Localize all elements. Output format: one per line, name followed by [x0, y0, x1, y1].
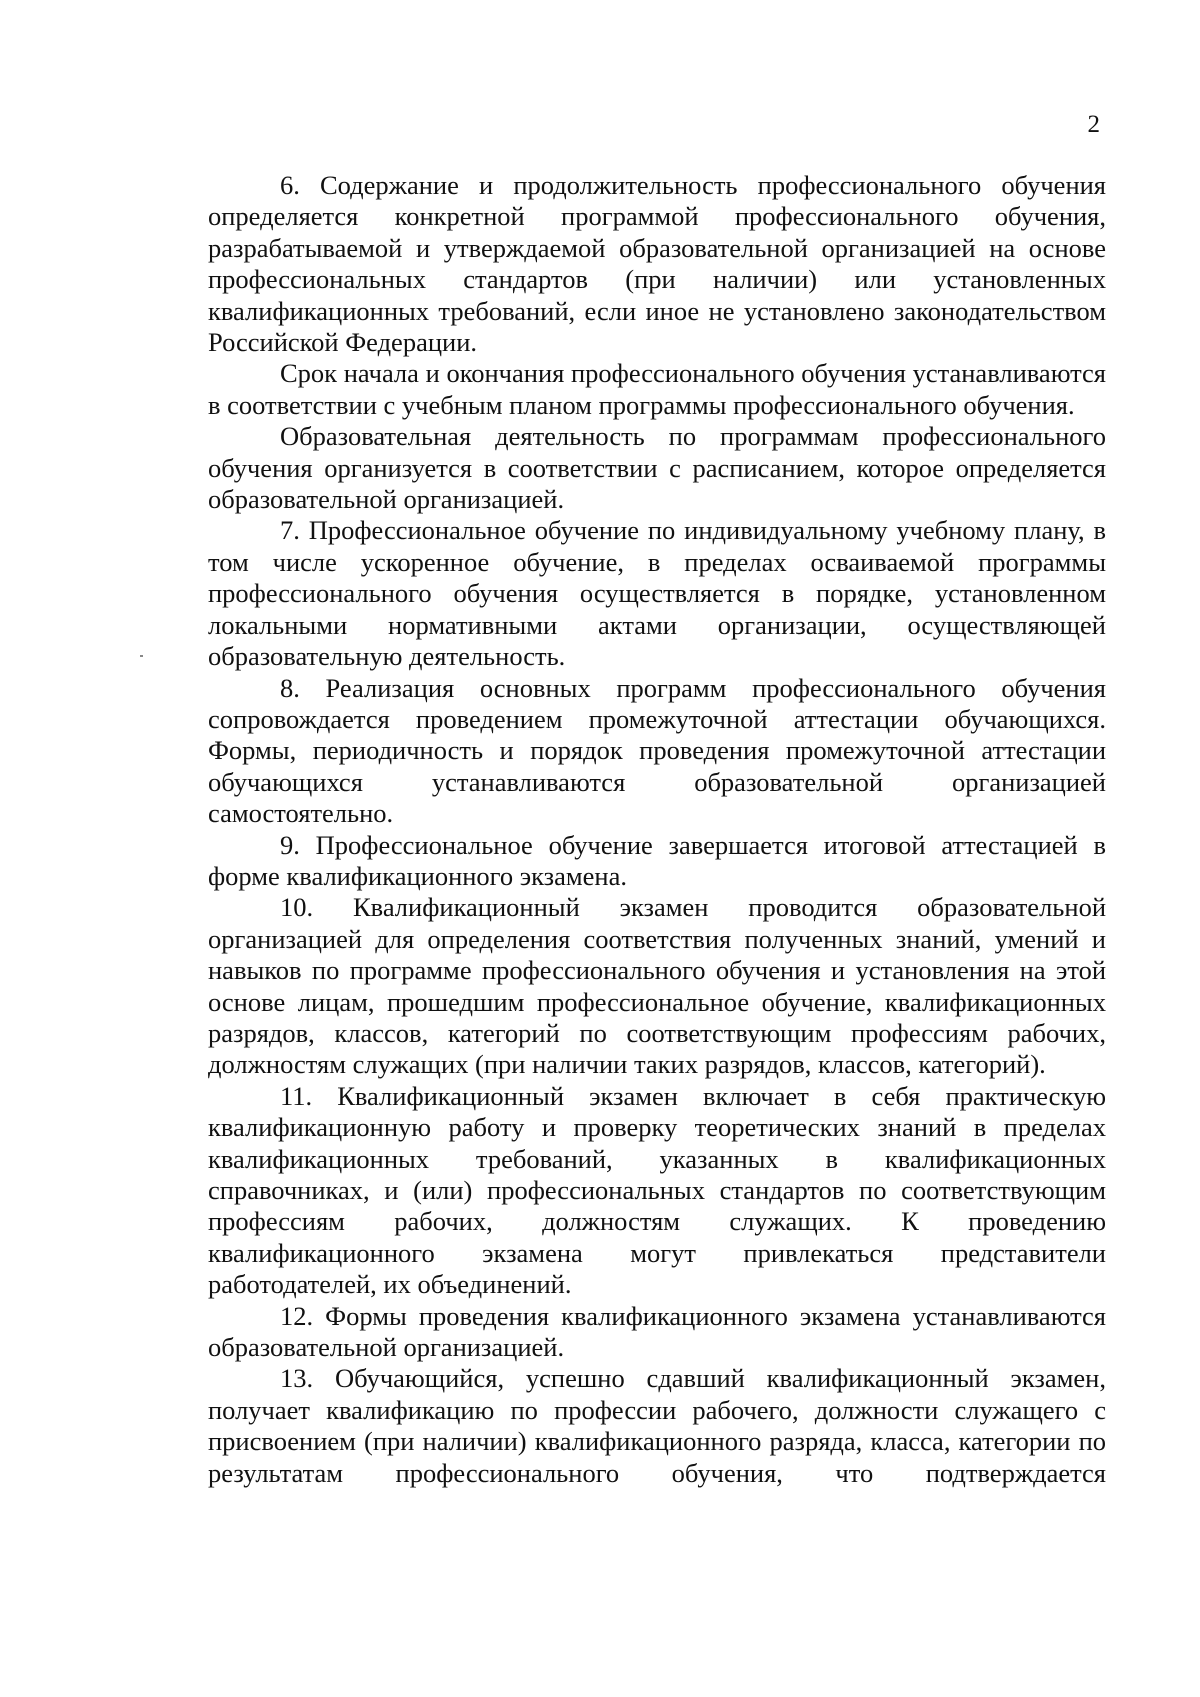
page-number: 2 — [1087, 111, 1100, 138]
paragraph-13: 13. Обучающийся, успешно сдавший квалификационный экзамен, получает квалификацию по профессии рабочего, должности служащего с присвоением (при наличии) квалификационного разряда, класса, категории по результатам профессионального обучения, что подтверждается — [208, 1363, 1106, 1488]
paragraph-6: 6. Содержание и продолжительность профессионального обучения определяется конкретной программой профессионального обучения, разрабатываемой и утверждаемой образовательной организацией на основе профессиональных стандартов (при наличии) или установленных квалификационных требований, если иное не установлено законодательством Российской Федерации. — [208, 170, 1106, 358]
document-body — [208, 170, 1106, 1489]
paragraph-6-schedule: Образовательная деятельность по программам профессионального обучения организуется в соответствии с расписанием, которое определяется образовательной организацией. — [208, 421, 1106, 515]
paragraph-11: 11. Квалификационный экзамен включает в себя практическую квалификационную работу и проверку теоретических знаний в пределах квалификационных требований, указанных в квалификационных справочниках, и (или) профессиональных стандартов по соответствующим профессиям рабочих, должностям служащих. К проведению квалификационного экзамена могут привлекаться представители работодателей, их объединений. — [208, 1080, 1106, 1300]
paragraph-6-term: Срок начала и окончания профессионального обучения устанавливаются в соответствии с учебным планом программы профессионального обучения. — [208, 358, 1106, 420]
paragraph-12: 12. Формы проведения квалификационного экзамена устанавливаются образовательной организацией. — [208, 1300, 1106, 1363]
paragraph-8: 8. Реализация основных программ профессионального обучения сопровождается проведением промежуточной аттестации обучающихся. Формы, периодичность и порядок проведения промежуточной аттестации обучающихся устанавливаются образовательной организацией самостоятельно. — [208, 672, 1106, 829]
scan-artifact-dot — [140, 655, 143, 657]
paragraph-9: 9. Профессиональное обучение завершается итоговой аттестацией в форме квалификационного экзамена. — [208, 829, 1106, 891]
paragraph-7: 7. Профессиональное обучение по индивидуальному учебному плану, в том числе ускоренное обучение, в пределах осваиваемой программы профессионального обучения осуществляется в порядке, установленном локальными нормативными актами организации, осуществляющей образовательную деятельность. — [208, 515, 1106, 672]
paragraph-10: 10. Квалификационный экзамен проводится образовательной организацией для определения соответствия полученных знаний, умений и навыков по программе профессионального обучения и установления на этой основе лицам, прошедшим профессиональное обучение, квалификационных разрядов, классов, категорий по соответствующим профессиям рабочих, должностям служащих (при наличии таких разрядов, классов, категорий). — [208, 892, 1106, 1080]
